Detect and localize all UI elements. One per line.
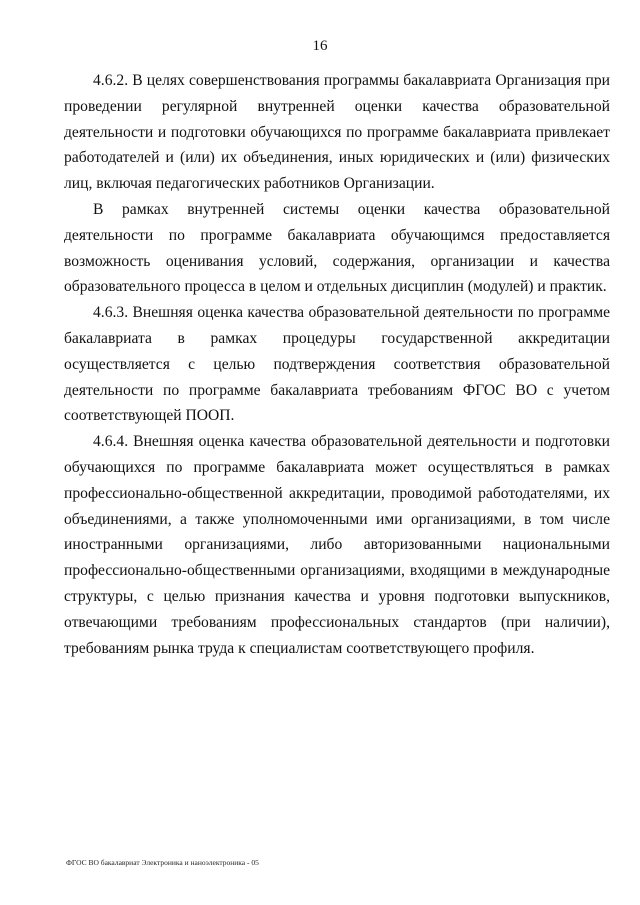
- paragraph-4-6-3: 4.6.3. Внешняя оценка качества образовательной деятельности по программе бакалавриата в рамках процедуры государственной аккредитации осуществляется с целью подтверждения соответствия образовательной деятельности по программе бакалавриата требованиям ФГОС ВО с учетом соответствующей ПООП.: [64, 304, 610, 425]
- document-body: [64, 68, 610, 661]
- paragraph-4-6-4: 4.6.4. Внешняя оценка качества образовательной деятельности и подготовки обучающихся по программе бакалавриата может осуществляться в рамках профессионально-общественной аккредитации, проводимой работодателями, их объединениями, а также уполномоченными ими организациями, в том числе иностранными организациями, либо авторизованными национальными профессионально-общественными организациями, входящими в международные структуры, с целью признания качества и уровня подготовки выпускников, отвечающими требованиям профессиональных стандартов (при наличии), требованиям рынка труда к специалистам соответствующего профиля.: [64, 433, 610, 657]
- page-footer: ФГОС ВО бакалавриат Электроника и наноэлектроника - 05: [66, 858, 259, 867]
- paragraph-internal-assessment: В рамках внутренней системы оценки качества образовательной деятельности по программе бакалавриата обучающимся предоставляется возможность оценивания условий, содержания, организации и качества образовательного процесса в целом и отдельных дисциплин (модулей) и практик.: [64, 200, 610, 296]
- paragraph-4-6-2: 4.6.2. В целях совершенствования программы бакалавриата Организация при проведении регулярной внутренней оценки качества образовательной деятельности и подготовки обучающихся по программе бакалавриата привлекает работодателей и (или) их объединения, иных юридических и (или) физических лиц, включая педагогических работников Организации.: [64, 72, 610, 193]
- page-number: 16: [312, 38, 328, 54]
